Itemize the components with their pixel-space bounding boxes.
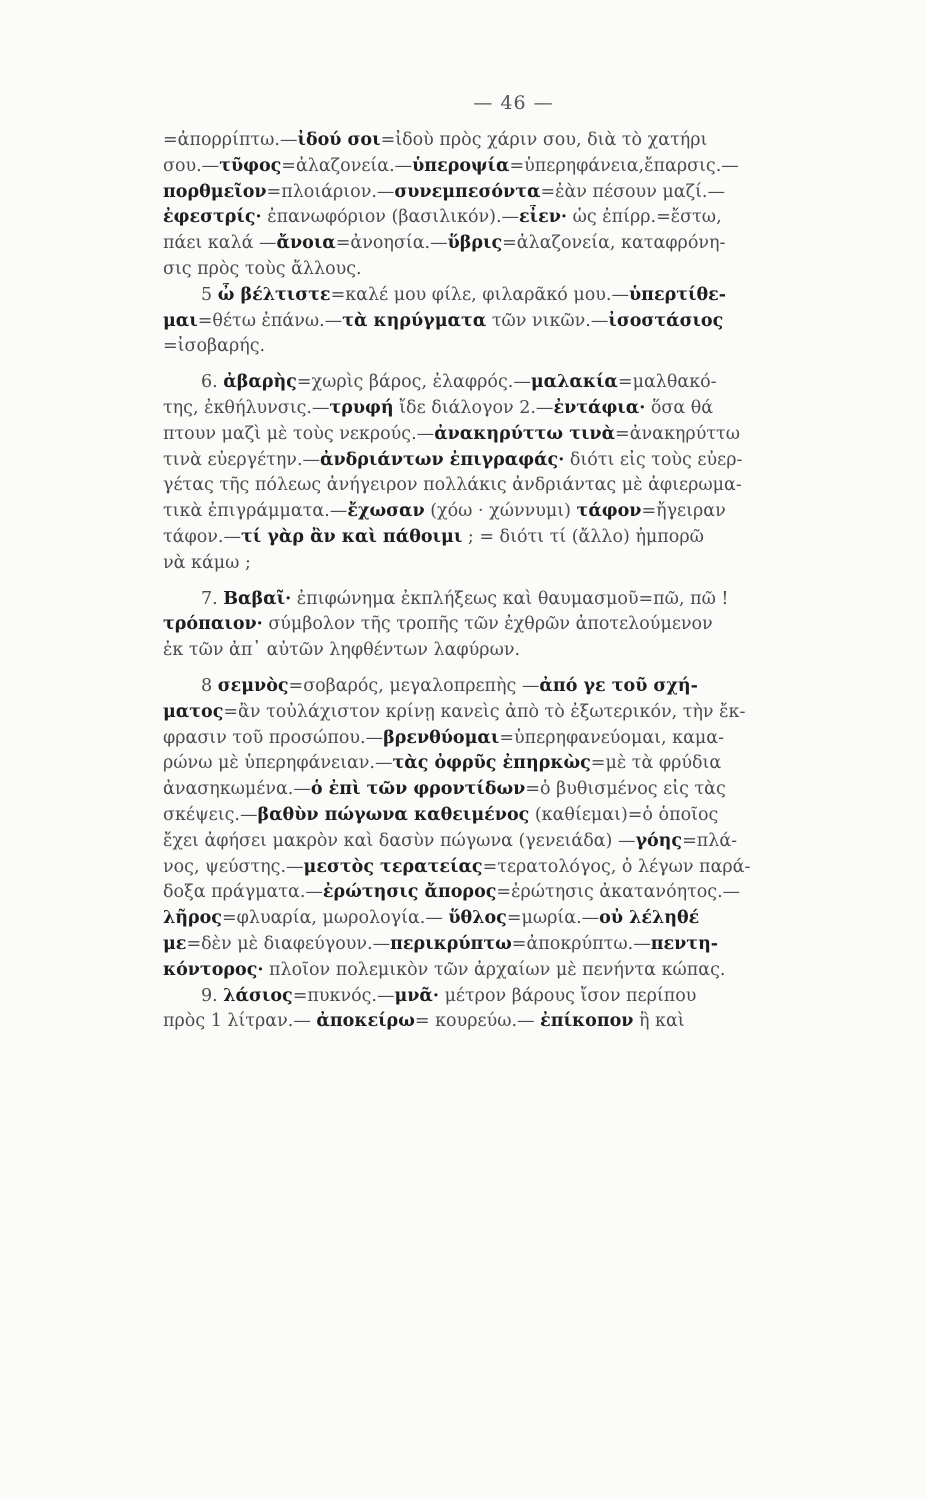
gloss-text: =ἀνοησία.— [335,233,448,254]
gloss-text: =χωρὶς βάρος, ἐλαφρός.— [296,372,531,393]
headword: γόης [635,830,683,851]
gloss-text: μέτρον βάρους ἴσον περίπου [439,985,697,1006]
headword: με [163,933,187,954]
gloss-text: (χόω · χώννυμι) [424,501,577,522]
gloss-text: ; = διότι τί (ἄλλο) ἠμπορῶ [462,526,704,547]
gloss-text: της, ἐκθήλυνσις.— [163,397,330,418]
headword: λῆρος [163,908,222,929]
text-line [163,612,875,638]
headword: τί γὰρ ἂν καὶ πάθοιμι [241,526,463,547]
gloss-text: =ἤγειραν [641,501,726,522]
text-line [163,932,875,958]
gloss-text: =ὑπερηφανεύομαι, καμα- [499,727,724,748]
gloss-text: 6. [201,372,224,393]
text-line [163,587,875,613]
headword: μαλακία [530,372,618,393]
gloss-text: ἀνασηκωμένα.— [163,779,311,800]
gloss-text: =ἀπορρίπτω.— [163,130,298,150]
headword: ἰδού σοι [297,130,381,150]
text-line [163,180,875,206]
gloss-text: ἐπανωφόριον (βασιλικόν).— [261,207,520,228]
headword: βαθὺν πώγωνα καθειμένος [257,804,530,825]
headword: πορθμεῖον [163,181,267,202]
gloss-text: 5 [201,284,218,305]
headword: τῦφος [219,155,282,176]
text-line [163,231,875,257]
text-line [163,370,875,396]
text-line [163,829,875,855]
gloss-text: νὰ κάμω ; [163,552,251,573]
gloss-text: =πλά- [682,830,738,851]
gloss-text: =πυκνός.— [292,985,395,1006]
text-line [163,128,875,154]
text-line [163,880,875,906]
gloss-text: =τερατολόγος, ὁ λέγων παρά- [482,856,751,877]
text-line [163,525,875,551]
gloss-text: ἢ καὶ [633,1011,685,1032]
gloss-text: φρασιν τοῦ προσώπου.— [163,727,384,748]
headword: ὑπεροψία [412,155,510,176]
gloss-text: σις πρὸς τοὺς ἄλλους. [163,258,362,279]
headword: ὁ ἐπὶ τῶν φροντίδων [310,779,526,800]
headword: συνεμπεσόντα [394,181,541,202]
text-line [163,674,875,700]
headword: ὑπερτίθε- [629,284,727,305]
gloss-text: =μωρία.— [506,908,600,929]
gloss-text: =μὲ τὰ φρύδια [590,753,722,774]
headword: ὕθλος [448,908,507,929]
gloss-text: 9. [201,985,224,1006]
text-line [163,958,875,984]
gloss-text: γέτας τῆς πόλεως ἀνήγειρον πολλάκις ἀνδριάντας μὲ ἀφιερωμα- [163,475,742,496]
text-line [163,257,875,283]
headword: μνᾶ· [394,985,439,1006]
gloss-text: =ἰδοὺ πρὸς χάριν σου, διὰ τὸ χατήρι [380,130,708,150]
gloss-text: 8 [201,675,218,696]
text-line [163,777,875,803]
gloss-text: ἔχει ἀφήσει μακρὸν καὶ δασὺν πώγωνα (γενειάδα) — [163,830,636,851]
headword: τὰ κηρύγματα [342,310,487,331]
gloss-text: πτουν μαζὶ μὲ τοὺς νεκρούς.— [163,423,435,444]
gloss-text: =καλέ μου φίλε, φιλαρᾶκό μου.— [330,284,629,305]
gloss-text: τάφον.— [163,526,241,547]
text-line [163,283,875,309]
headword: ἀβαρὴς [223,372,297,393]
text-line [163,726,875,752]
gloss-text: =θέτω ἐπάνω.— [197,310,343,331]
gloss-text: ἴδε διάλογον 2.— [393,397,554,418]
text-line [163,751,875,777]
gloss-text: =ἀλαζονεία, καταφρόνη- [502,233,726,254]
gloss-text: 7. [201,588,224,609]
text-line [163,638,875,664]
text-line [163,700,875,726]
headword: ἀποκείρω [316,1011,415,1032]
gloss-text: =φλυαρία, μωρολογία.— [221,908,449,929]
headword: εἶεν· [519,207,568,228]
gloss-text: =σοβαρός, μεγαλοπρεπὴς — [288,675,540,696]
headword: μεστὸς τερατείας [303,856,483,877]
gloss-text: τινὰ εὐεργέτην.— [163,449,321,470]
gloss-text: =ἀλαζονεία.— [281,155,413,176]
gloss-text: = κουρεύω.— [414,1011,541,1032]
text-line [163,855,875,881]
gloss-text: πλοῖον πολεμικὸν τῶν ἀρχαίων μὲ πενήντα κώπας. [263,959,726,980]
gloss-text: =ἂν τοὐλάχιστον κρίνῃ κανεὶς ἀπὸ τὸ ἐξωτερικόν, τὴν ἔκ- [223,701,746,722]
text-line [163,334,875,360]
gloss-text: νος, ψεύστης.— [163,856,304,877]
text-line [163,448,875,474]
gloss-text: ἐκ τῶν ἀπ᾽ αὐτῶν ληφθέντων λαφύρων. [163,640,521,661]
text-line [163,499,875,525]
headword: ἰσοστάσιος [608,310,724,331]
headword: ἐντάφια· [553,397,646,418]
headword: ἀνδριάντων ἐπιγραφάς· [320,449,565,470]
text-line [163,984,875,1010]
gloss-text: πάει καλά — [163,233,277,254]
headword: ματος [163,701,224,722]
headword: κόντορος· [163,959,264,980]
gloss-text: ρώνω μὲ ὑπερηφάνειαν.— [163,753,393,774]
gloss-text: σου.— [163,155,220,176]
headword: πεντη- [650,933,719,954]
headword: ὕβρις [447,233,503,254]
headword: τρυφή [329,397,394,418]
gloss-text: ὅσα θά [645,397,714,418]
text-line [163,154,875,180]
gloss-text: =μαλθακό- [617,372,717,393]
headword: ἄνοια [276,233,336,254]
gloss-text: τῶν νικῶν.— [486,310,609,331]
page-number: — 46 — [473,92,554,114]
headword: ἀνακηρύττω τινὰ [434,423,616,444]
headword: ἐπίκοπον [540,1011,634,1032]
headword: τάφον [576,501,642,522]
gloss-text: σκέψεις.— [163,804,258,825]
headword: ἔχωσαν [347,501,425,522]
text-line [163,803,875,829]
headword: τρόπαιον· [163,614,263,635]
text-line [163,906,875,932]
gloss-text: =ἰσοβαρής. [163,336,266,357]
headword: βρενθύομαι [383,727,500,748]
glossary-text-block [163,128,875,1035]
headword: σεμνὸς [217,675,289,696]
gloss-text: διότι εἰς τοὺς εὐερ- [564,449,743,470]
text-line [163,422,875,448]
headword: τὰς ὀφρῦς ἐπηρκὼς [392,753,591,774]
gloss-text: δοξα πράγματα.— [163,882,323,903]
gloss-text: (καθίεμαι)=ὁ ὁποῖος [529,804,719,825]
text-line [163,309,875,335]
headword: ἐρώτησις ἄπορος [322,882,497,903]
headword: ὦ βέλτιστε [217,284,331,305]
gloss-text: σύμβολον τῆς τροπῆς τῶν ἐχθρῶν ἀποτελούμενον [262,614,713,635]
text-line [163,473,875,499]
text-line [163,396,875,422]
gloss-text: =ἐρώτησις ἀκατανόητος.— [496,882,741,903]
gloss-text: ἐπιφώνημα ἐκπλήξεως καὶ θαυμασμοῦ=πῶ, πῶ ! [291,588,729,609]
text-line [163,1009,875,1035]
gloss-text: =ὑπερηφάνεια,ἔπαρσις.— [509,155,739,176]
headword: οὐ λέληθέ [599,908,700,929]
gloss-text: τικὰ ἐπιγράμματα.— [163,501,348,522]
headword: ἀπό γε τοῦ σχή- [539,675,698,696]
headword: περικρύπτω [390,933,512,954]
gloss-text: =ἀνακηρύττω [615,423,740,444]
text-line [163,205,875,231]
gloss-text: =πλοιάριον.— [266,181,395,202]
gloss-text: πρὸς 1 λίτραν.— [163,1011,317,1032]
headword: Βαβαῖ· [223,588,292,609]
headword: ἐφεστρίς· [163,207,262,228]
gloss-text: =δὲν μὲ διαφεύγουν.— [186,933,391,954]
gloss-text: =ἀποκρύπτω.— [511,933,651,954]
text-line [163,551,875,577]
headword: μαι [163,310,198,331]
headword: λάσιος [223,985,293,1006]
gloss-text: =ὁ βυθισμένος εἰς τὰς [525,779,726,800]
gloss-text: =ἐὰν πέσουν μαζί.— [540,181,725,202]
gloss-text: ὡς ἐπίρρ.=ἔστω, [567,207,722,228]
